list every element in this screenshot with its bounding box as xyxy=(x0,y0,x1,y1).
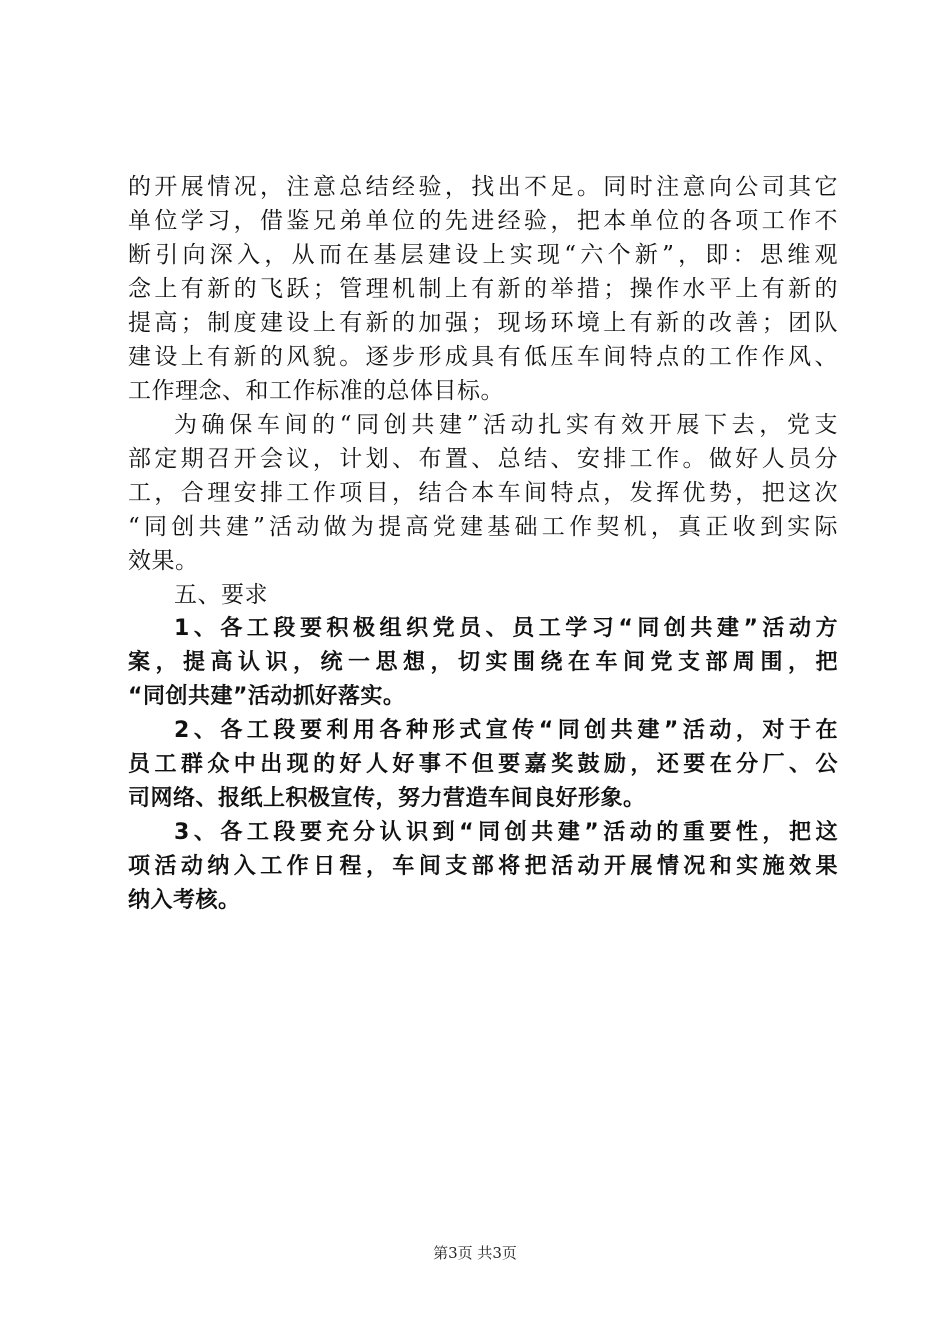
text-line: 司网络、报纸上积极宣传，努力营造车间良好形象。 xyxy=(128,786,646,811)
text-line: 2、各工段要利用各种形式宣传“同创共建”活动，对于在 xyxy=(174,718,838,743)
text-line: 念上有新的飞跃；管理机制上有新的举措；操作水平上有新的 xyxy=(128,276,838,302)
text-line: 断引向深入，从而在基层建设上实现“六个新”，即：思维观 xyxy=(128,242,838,268)
text-line: 1、各工段要积极组织党员、员工学习“同创共建”活动方 xyxy=(174,616,838,641)
text-line: 为确保车间的“同创共建”活动扎实有效开展下去，党支 xyxy=(174,412,838,438)
text-line: 案，提高认识，统一思想，切实围绕在车间党支部周围，把 xyxy=(128,650,838,675)
text-line: 部定期召开会议，计划、布置、总结、安排工作。做好人员分 xyxy=(128,446,838,472)
text-line: 效果。 xyxy=(128,548,199,574)
text-line: 员工群众中出现的好人好事不但要嘉奖鼓励，还要在分厂、公 xyxy=(128,752,838,777)
page-number-footer: 第3页 共3页 xyxy=(433,1244,517,1262)
text-line: 的开展情况，注意总结经验，找出不足。同时注意向公司其它 xyxy=(128,174,838,200)
text-line: 提高；制度建设上有新的加强；现场环境上有新的改善；团队 xyxy=(128,310,838,336)
text-line: 工，合理安排工作项目，结合本车间特点，发挥优势，把这次 xyxy=(128,480,838,506)
section-heading: 五、要求 xyxy=(174,582,268,608)
text-line: 纳入考核。 xyxy=(128,888,241,913)
document-body xyxy=(128,170,838,918)
text-line: 单位学习，借鉴兄弟单位的先进经验，把本单位的各项工作不 xyxy=(128,208,838,234)
text-line: 建设上有新的风貌。逐步形成具有低压车间特点的工作作风、 xyxy=(128,344,838,370)
text-line: “同创共建”活动抓好落实。 xyxy=(128,684,406,709)
text-line: 3、各工段要充分认识到“同创共建”活动的重要性，把这 xyxy=(174,820,838,845)
text-line: 工作理念、和工作标准的总体目标。 xyxy=(128,378,504,404)
text-line: “同创共建”活动做为提高党建基础工作契机，真正收到实际 xyxy=(128,514,838,540)
text-line: 项活动纳入工作日程，车间支部将把活动开展情况和实施效果 xyxy=(128,854,838,879)
